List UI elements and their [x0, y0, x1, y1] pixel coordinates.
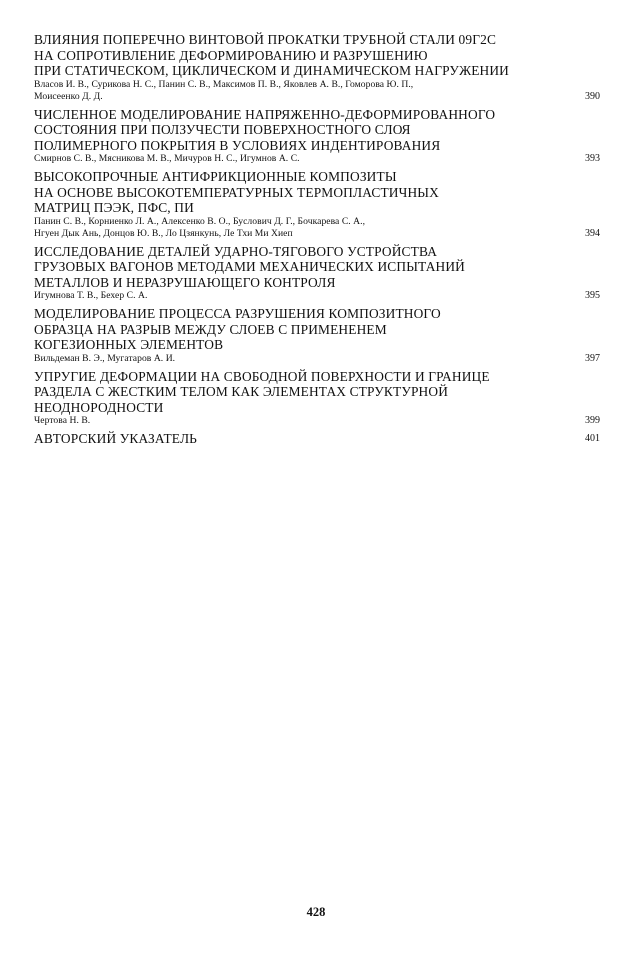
entry-title-line: ПОЛИМЕРНОГО ПОКРЫТИЯ В УСЛОВИЯХ ИНДЕНТИРОВАНИЯ	[34, 137, 441, 153]
entry-title-line: МЕТАЛЛОВ И НЕРАЗРУШАЮЩЕГО КОНТРОЛЯ	[34, 274, 336, 290]
entry-authors: Вильдеман В. Э., Мугатаров А. И.	[34, 352, 176, 364]
entry-page-number: 394	[585, 227, 600, 239]
entry-title-line: МАТРИЦ ПЭЭК, ПФС, ПИ	[34, 200, 194, 215]
page-number: 428	[306, 905, 326, 919]
entry-title-line: НА ОСНОВЕ ВЫСОКОТЕМПЕРАТУРНЫХ ТЕРМОПЛАСТИЧНЫХ	[34, 184, 439, 200]
entry-title-line: НЕОДНОРОДНОСТИ	[34, 399, 164, 415]
entry-title-line: ГРУЗОВЫХ ВАГОНОВ МЕТОДАМИ МЕХАНИЧЕСКИХ ИСПЫТАНИЙ	[34, 259, 465, 274]
entry-authors: Панин С. В., Корниенко Л. А., Алексенко В. О., Буслович Д. Г., Бочкарева С. А.,	[34, 215, 366, 227]
entry-authors: Игумнова Т. В., Бехер С. А.	[34, 290, 148, 301]
entry-page-number: 393	[585, 153, 600, 164]
entry-title-line: ВЛИЯНИЯ ПОПЕРЕЧНО ВИНТОВОЙ ПРОКАТКИ ТРУБНОЙ СТАЛИ 09Г2С	[34, 32, 497, 47]
entry-title-line: ИССЛЕДОВАНИЕ ДЕТАЛЕЙ УДАРНО-ТЯГОВОГО УСТРОЙСТВА	[34, 243, 438, 259]
entry-authors: Власов И. В., Сурикова Н. С., Панин С. В., Максимов П. В., Яковлев А. В., Гоморова Ю. П.,	[34, 78, 414, 90]
entry-title-line: ОБРАЗЦА НА РАЗРЫВ МЕЖДУ СЛОЕВ С ПРИМЕНЕНЕМ	[34, 321, 387, 337]
toc-entry	[34, 107, 600, 166]
entry-page-number: 390	[585, 90, 600, 102]
toc-entry	[34, 32, 600, 103]
entry-title-line: НА СОПРОТИВЛЕНИЕ ДЕФОРМИРОВАНИЮ И РАЗРУШЕНИЮ	[34, 47, 428, 63]
entry-title-line: УПРУГИЕ ДЕФОРМАЦИИ НА СВОБОДНОЙ ПОВЕРХНОСТИ И ГРАНИЦЕ	[34, 368, 490, 384]
entry-authors: Нгуен Дык Ань, Донцов Ю. В., Ло Цзянкунь, Ле Тхи Ми Хиеп	[34, 227, 293, 239]
entry-title-line: КОГЕЗИОННЫХ ЭЛЕМЕНТОВ	[34, 337, 224, 352]
entry-page-number: 395	[585, 290, 600, 301]
entry-page-number: 401	[585, 432, 600, 444]
entry-title-line: АВТОРСКИЙ УКАЗАТЕЛЬ	[34, 431, 198, 446]
entry-title-line: ЧИСЛЕННОЕ МОДЕЛИРОВАНИЕ НАПРЯЖЕННО-ДЕФОРМИРОВАННОГО	[34, 106, 496, 122]
entry-title-line: ВЫСОКОПРОЧНЫЕ АНТИФРИКЦИОННЫЕ КОМПОЗИТЫ	[34, 169, 397, 184]
toc-entry	[34, 169, 600, 240]
entry-authors: Моисеенко Д. Д.	[34, 90, 103, 102]
toc-entry	[34, 244, 600, 303]
entry-page-number: 399	[585, 415, 600, 426]
table-of-contents	[34, 32, 600, 451]
entry-page-number: 397	[585, 352, 600, 364]
entry-title-line: МОДЕЛИРОВАНИЕ ПРОЦЕССА РАЗРУШЕНИЯ КОМПОЗИТНОГО	[34, 306, 441, 321]
entry-title-line: СОСТОЯНИЯ ПРИ ПОЛЗУЧЕСТИ ПОВЕРХНОСТНОГО СЛОЯ	[34, 122, 411, 137]
toc-entry	[34, 431, 600, 447]
entry-title-line: ПРИ СТАТИЧЕСКОМ, ЦИКЛИЧЕСКОМ И ДИНАМИЧЕСКОМ НАГРУЖЕНИИ	[34, 63, 510, 78]
toc-entry	[34, 369, 600, 428]
toc-entry	[34, 306, 600, 365]
entry-authors: Чертова Н. В.	[34, 415, 91, 426]
entry-title-line: РАЗДЕЛА С ЖЕСТКИМ ТЕЛОМ КАК ЭЛЕМЕНТАХ СТРУКТУРНОЙ	[34, 384, 449, 399]
entry-authors: Смирнов С. В., Мясникова М. В., Мичуров Н. С., Игумнов А. С.	[34, 153, 300, 164]
